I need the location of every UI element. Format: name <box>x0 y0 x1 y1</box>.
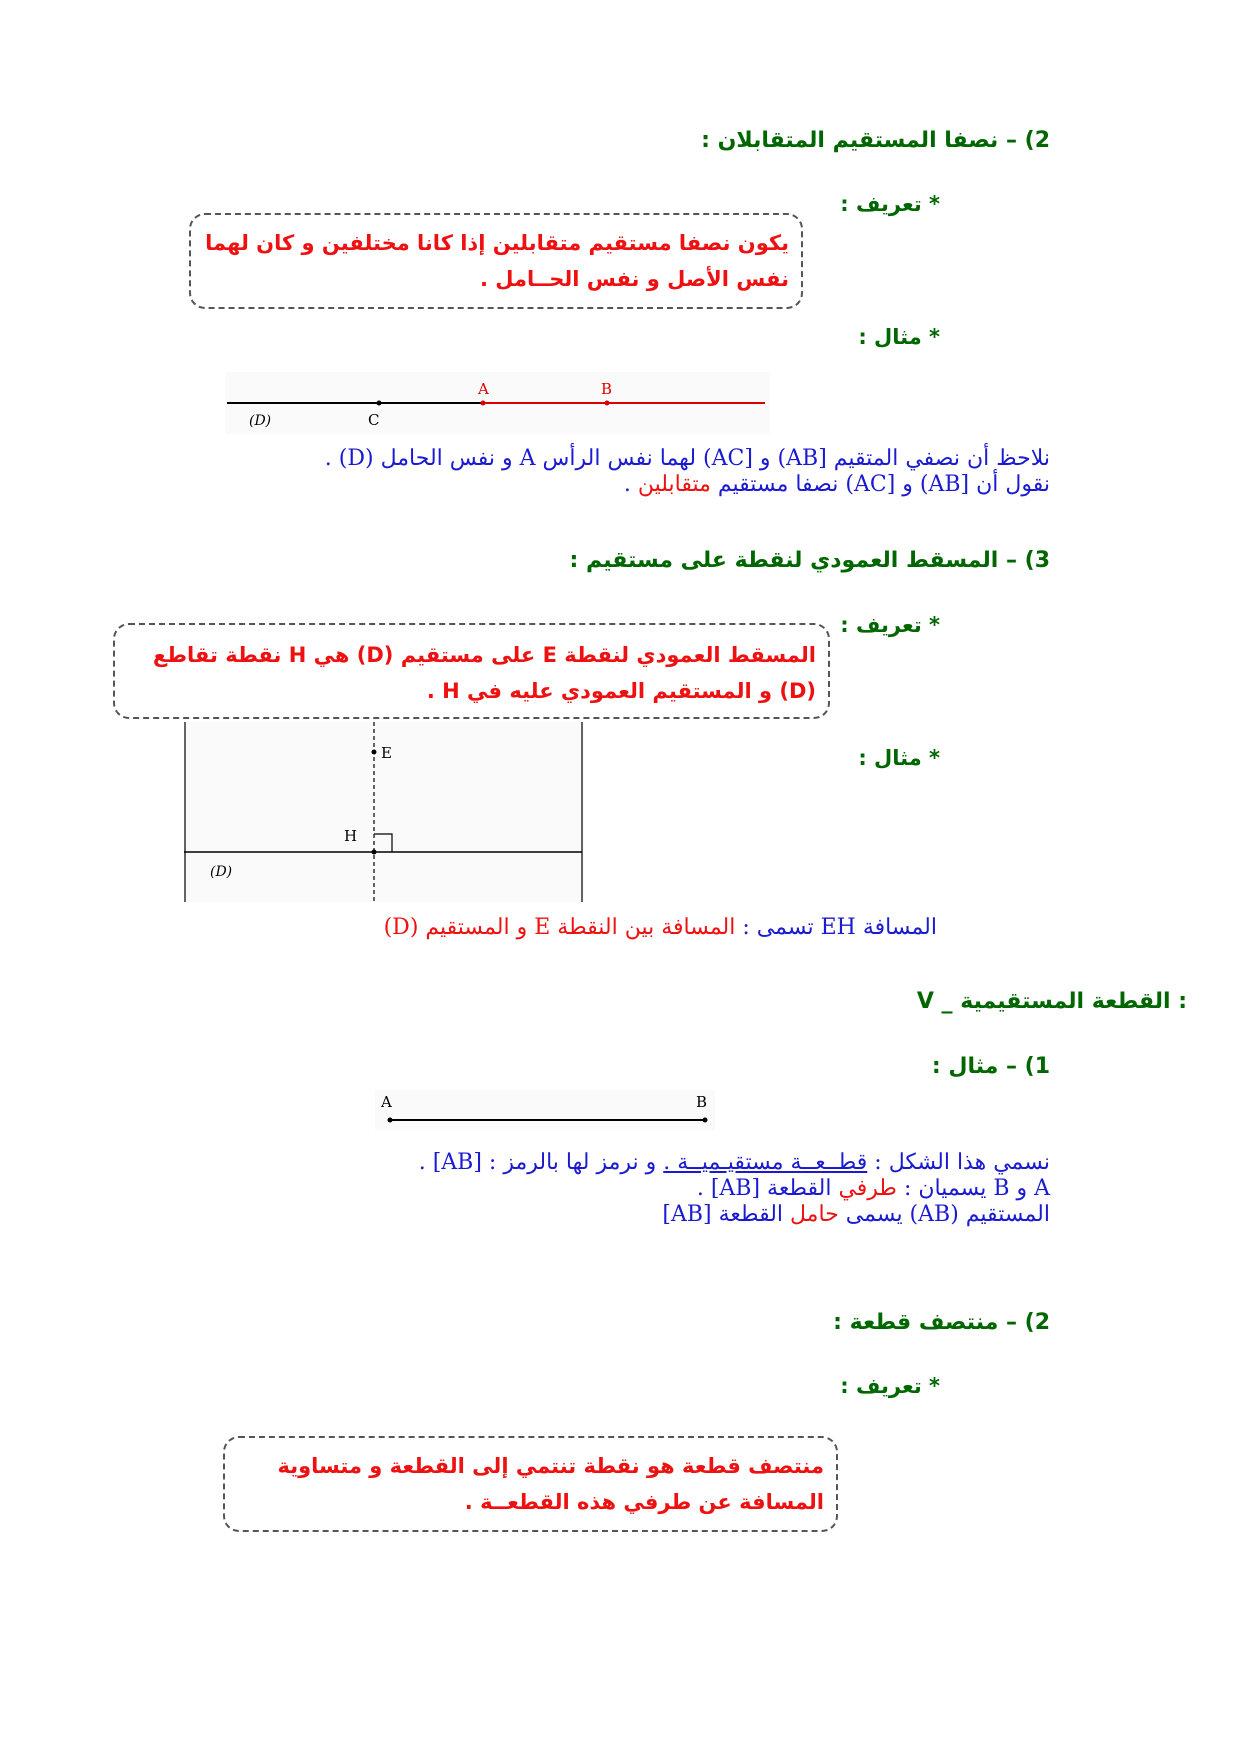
definition-text: يكون نصفا مستقيم متقابلين إذا كانا مختلفين و كان لهما نفس الأصل و نفس الحــامل . <box>205 231 789 291</box>
segment-naming: نسمي هذا الشكل : <box>867 1150 1050 1175</box>
segment-term: قطــعــة مستقيـميــة . <box>663 1150 868 1175</box>
definition-box <box>189 213 803 309</box>
distance-term: المسافة بين النقطة E و المستقيم (D) <box>383 915 736 940</box>
observation-line-2 <box>624 472 1050 498</box>
point-a <box>481 401 486 406</box>
segment-figure <box>375 1090 715 1130</box>
endpoints-end: القطعة [AB] . <box>696 1176 839 1201</box>
label-h: H <box>344 827 358 845</box>
label-e: E <box>381 744 392 762</box>
distance-intro: المسافة EH تسمى : <box>735 915 937 940</box>
opposite-rays-figure <box>225 372 770 434</box>
definition-text: منتصف قطعة هو نقطة تنتمي إلى القطعة و متساوية المسافة عن طرفي هذه القطعــة . <box>277 1454 824 1514</box>
support-intro: المستقيم (AB) يسمى <box>838 1202 1050 1227</box>
definition-label: * تعريف : <box>840 1374 940 1398</box>
segment-line-3 <box>662 1202 1050 1228</box>
example-label: * مثال : <box>858 746 940 770</box>
segment-line-2 <box>697 1176 1050 1202</box>
opposite-term: متقابلين <box>637 472 711 497</box>
distance-sentence <box>384 915 937 941</box>
label-b: B <box>601 380 613 398</box>
segment-symbol: و نرمز لها بالرمز : [AB] . <box>418 1150 664 1175</box>
label-a: A <box>381 1093 392 1111</box>
endpoints-term: طرفي <box>838 1176 897 1201</box>
subsection-2-title: 2) – منتصف قطعة : <box>833 1310 1050 1335</box>
point-b <box>703 1118 708 1123</box>
point-e <box>372 750 377 755</box>
endpoints-intro: A و B يسميان : <box>896 1176 1050 1201</box>
support-term: حامل <box>790 1202 839 1227</box>
definition-box <box>223 1436 838 1532</box>
definition-text: المسقط العمودي لنقطة E على مستقيم (D) هي H نقطة تقاطع (D) و المستقيم العمودي عليه في H . <box>152 643 816 703</box>
label-a: A <box>478 380 489 398</box>
label-b: B <box>696 1093 708 1111</box>
orthogonal-projection-figure <box>184 722 584 902</box>
label-line-d: (D) <box>210 864 233 880</box>
label-c: C <box>368 411 380 429</box>
observation-end: . <box>623 472 638 497</box>
point-h <box>372 850 377 855</box>
observation-line-1: نلاحظ أن نصفي المتقيم [AB) و [AC) لهما نفس الرأس A و نفس الحامل (D) . <box>324 446 1050 471</box>
point-c <box>377 401 382 406</box>
example-label: * مثال : <box>858 325 940 349</box>
definition-box <box>113 623 830 719</box>
definition-label: * تعريف : <box>840 192 940 216</box>
section-3-title: 3) – المسقط العمودي لنقطة على مستقيم : <box>569 548 1050 573</box>
observation-text: نقول أن [AB) و [AC) نصفا مستقيم <box>710 472 1050 497</box>
definition-label: * تعريف : <box>840 613 940 637</box>
subsection-1-title: 1) – مثال : <box>931 1054 1050 1079</box>
support-end: القطعة [AB] <box>662 1202 791 1227</box>
point-b <box>605 401 610 406</box>
point-a <box>388 1118 393 1123</box>
section-2-title: 2) – نصفا المستقيم المتقابلان : <box>701 128 1050 153</box>
section-v-title: V _ القطعة المستقيمية : <box>916 989 1187 1014</box>
label-line-d: (D) <box>249 413 272 429</box>
segment-line-1 <box>419 1150 1050 1176</box>
